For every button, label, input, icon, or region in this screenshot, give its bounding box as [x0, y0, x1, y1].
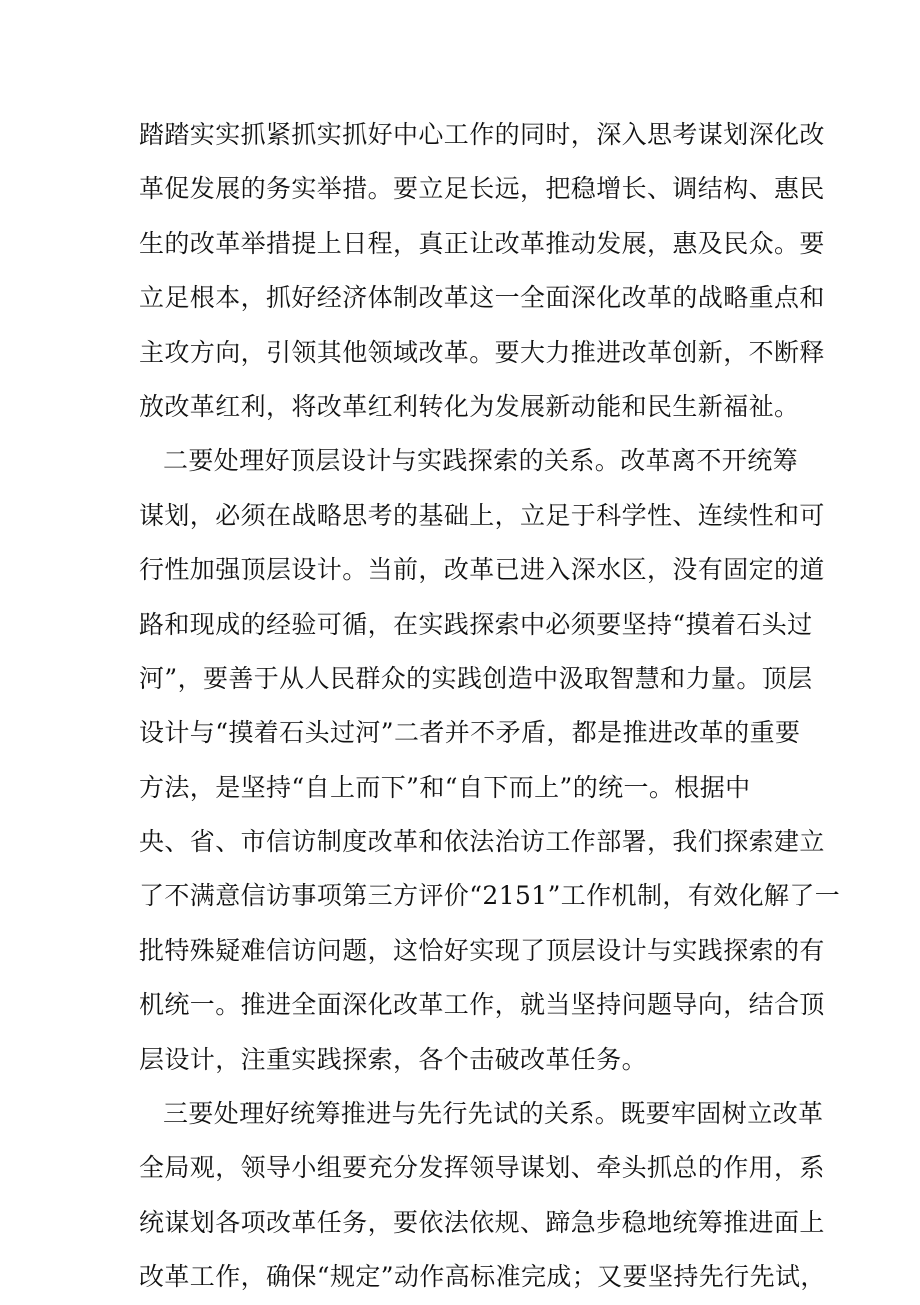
paragraph-3-line: 全局观，领导小组要充分发挥领导谋划、牵头抓总的作用，系 [139, 1153, 825, 1183]
paragraph-2-line: 机统一。推进全面深化改革工作，就当坚持问题导向，结合顶 [139, 990, 825, 1020]
paragraph-2-line: 层设计，注重实践探索，各个击破改革任务。 [139, 1044, 648, 1074]
paragraph-1-line: 主攻方向，引领其他领域改革。要大力推进改革创新，不断释 [139, 337, 825, 367]
paragraph-2-line: 路和现成的经验可循，在实践探索中必须要坚持“摸着石头过 [139, 609, 813, 639]
paragraph-1-line: 放改革红利，将改革红利转化为发展新动能和民生新福祉。 [139, 391, 800, 421]
paragraph-2-line: 批特殊疑难信访问题，这恰好实现了顶层设计与实践探索的有 [139, 935, 825, 965]
paragraph-2 [139, 434, 841, 1087]
paragraph-2-line: 谋划，必须在战略思考的基础上，立足于科学性、连续性和可 [139, 500, 825, 530]
paragraph-2-line: 行性加强顶层设计。当前，改革已进入深水区，没有固定的道 [139, 555, 825, 585]
paragraph-1-line: 踏踏实实抓紧抓实抓好中心工作的同时，深入思考谋划深化改 [139, 120, 825, 149]
paragraph-2-line: 设计与“摸着石头过河”二者并不矛盾，都是推进改革的重要 [139, 718, 801, 748]
paragraph-1-line: 革促发展的务实举措。要立足长远，把稳增长、调结构、惠民 [139, 174, 825, 204]
document-body [139, 108, 841, 1305]
paragraph-2-line: 河”，要善于从人民群众的实践创造中汲取智慧和力量。顶层 [139, 663, 813, 693]
paragraph-1-line: 立足根本，抓好经济体制改革这一全面深化改革的战略重点和 [139, 283, 825, 313]
paragraph-3-line: 三要处理好统筹推进与先行先试的关系。既要牢固树立改革 [163, 1099, 824, 1129]
paragraph-2-line: 央、省、市信访制度改革和依法治访工作部署，我们探索建立 [139, 827, 825, 857]
paragraph-1 [139, 108, 825, 434]
paragraph-2-line: 二要处理好顶层设计与实践探索的关系。改革离不开统筹 [163, 446, 799, 476]
paragraph-2-line: 方法，是坚持“自上而下”和“自下而上”的统一。根据中 [139, 772, 751, 802]
paragraph-2-line: 了不满意信访事项第三方评价“2151”工作机制，有效化解了一 [139, 881, 841, 911]
paragraph-3 [139, 1087, 826, 1305]
paragraph-3-line: 统谋划各项改革任务，要依法依规、蹄急步稳地统筹推进面上 [139, 1207, 825, 1237]
paragraph-3-line: 改革工作，确保“规定”动作高标准完成；又要坚持先行先试， [139, 1262, 826, 1292]
paragraph-1-line: 生的改革举措提上日程，真正让改革推动发展，惠及民众。要 [139, 228, 825, 258]
